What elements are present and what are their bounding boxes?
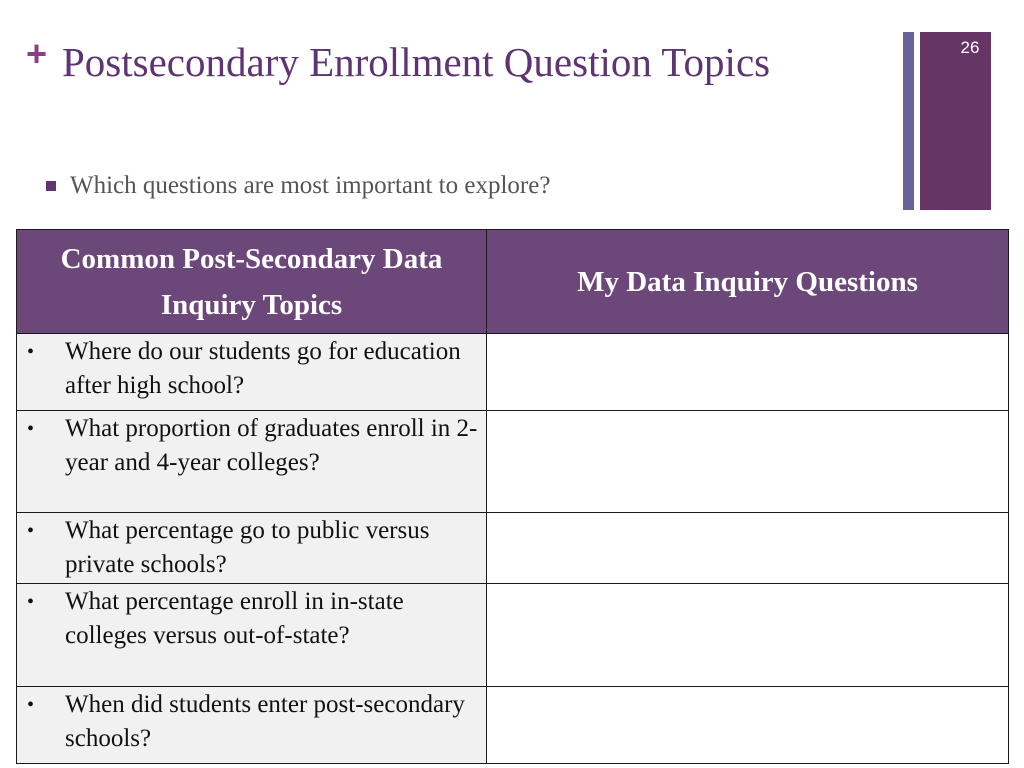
table-row — [17, 584, 1009, 687]
table-row — [17, 334, 1009, 411]
bullet-dot-icon: • — [27, 341, 35, 363]
topic-cell — [17, 513, 487, 584]
bullet-dot-icon: • — [27, 418, 35, 440]
question-input-cell[interactable] — [487, 513, 1009, 584]
plus-icon: + — [26, 33, 48, 74]
question-input-cell[interactable] — [487, 411, 1009, 513]
topic-text: Where do our students go for education after high school? — [65, 338, 461, 399]
topic-cell — [17, 687, 487, 764]
subtitle-bullet: Which questions are most important to explore? — [70, 172, 551, 199]
topic-cell — [17, 584, 487, 687]
bullet-dot-icon: • — [27, 591, 35, 613]
topic-text: When did students enter post-secondary schools? — [65, 691, 465, 752]
question-input-cell[interactable] — [487, 584, 1009, 687]
table-row — [17, 687, 1009, 764]
question-input-cell[interactable] — [487, 334, 1009, 411]
accent-bar-wide — [920, 32, 991, 210]
topic-text: What percentage go to public versus private schools? — [65, 517, 430, 578]
accent-bar-thin — [903, 32, 914, 210]
table-header-row — [17, 230, 1009, 334]
slide-title: Postsecondary Enrollment Question Topics — [62, 39, 771, 85]
topic-text: What percentage enroll in in-state colleges versus out-of-state? — [65, 588, 404, 649]
square-bullet-icon — [46, 181, 56, 191]
table-row — [17, 513, 1009, 584]
topic-text: What proportion of graduates enroll in 2-year and 4-year colleges? — [65, 415, 478, 476]
bullet-dot-icon: • — [27, 694, 35, 716]
table-row — [17, 411, 1009, 513]
question-input-cell[interactable] — [487, 687, 1009, 764]
page-number: 26 — [960, 38, 980, 57]
header-common-topics: Common Post-Secondary Data Inquiry Topics — [17, 230, 487, 334]
inquiry-table — [16, 229, 1009, 764]
topic-cell — [17, 411, 487, 513]
topic-cell — [17, 334, 487, 411]
bullet-dot-icon: • — [27, 520, 35, 542]
header-my-questions: My Data Inquiry Questions — [487, 230, 1009, 334]
